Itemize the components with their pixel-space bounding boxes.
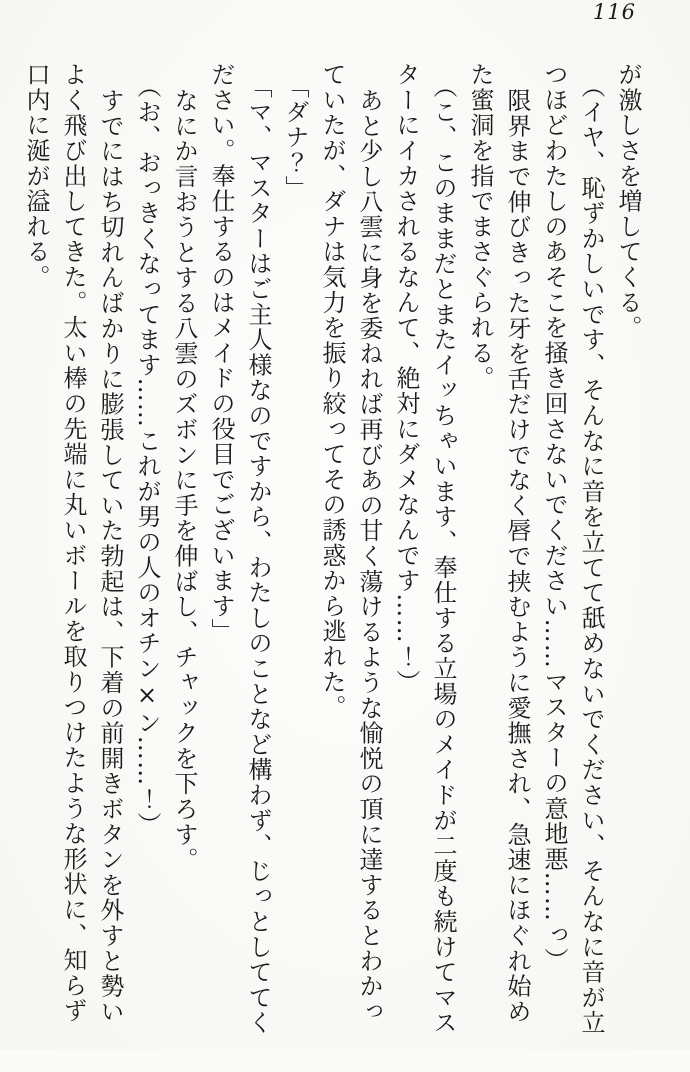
vertical-text-block — [17, 62, 646, 1046]
text-column: が激しさを増してくる。 — [614, 62, 642, 341]
text-column: よく飛び出してきた。太い棒の先端に丸いボールを取りつけたような形状に、知らず — [59, 62, 87, 1024]
text-column: つほどわたしのあそこを掻き回さないでください……マスターの意地悪……っ） — [540, 62, 568, 973]
text-column: 限界まで伸びきった牙を舌だけでなく唇で挟むように愛撫され、急速にほぐれ始め — [503, 88, 531, 1025]
text-column: 「ダナ？」 — [281, 74, 309, 201]
text-column: （イヤ、恥ずかしいです、そんなに音を立てて舐めないでください、そんなに音が立 — [577, 74, 605, 1036]
text-column: すでにはち切れんばかりに膨張していた勃起は、下着の前開きボタンを外すと勢い — [96, 88, 124, 1025]
text-column: （こ、このままだとまたイッちゃいます、奉仕する立場のメイドが二度も続けてマス — [429, 74, 457, 1036]
text-column: た蜜洞を指でまさぐられる。 — [466, 62, 494, 391]
page-number: 116 — [592, 0, 636, 24]
text-column: ターにイカされるなんて、絶対にダメなんです……！） — [392, 62, 420, 695]
text-column: ていたが、ダナは気力を振り絞ってその誘惑から逃れた。 — [318, 62, 346, 720]
text-column: （お、おっきくなってます……これが男の人のオチン×ン……！） — [133, 74, 161, 837]
text-column: なにか言おうとする八雲のズボンに手を伸ばし、チャックを下ろす。 — [170, 88, 198, 873]
text-column: あと少し八雲に身を委ねれば再びあの甘く蕩けるような愉悦の頂に達するとわかっ — [355, 88, 383, 1025]
text-column: 口内に涎が溢れる。 — [22, 62, 50, 290]
text-column: 「マ、マスターはご主人様なのですから、わたしのことなど構わず、じっとしててく — [244, 74, 272, 1036]
text-column: ださい。奉仕するのはメイドの役目でございます」 — [207, 62, 235, 644]
